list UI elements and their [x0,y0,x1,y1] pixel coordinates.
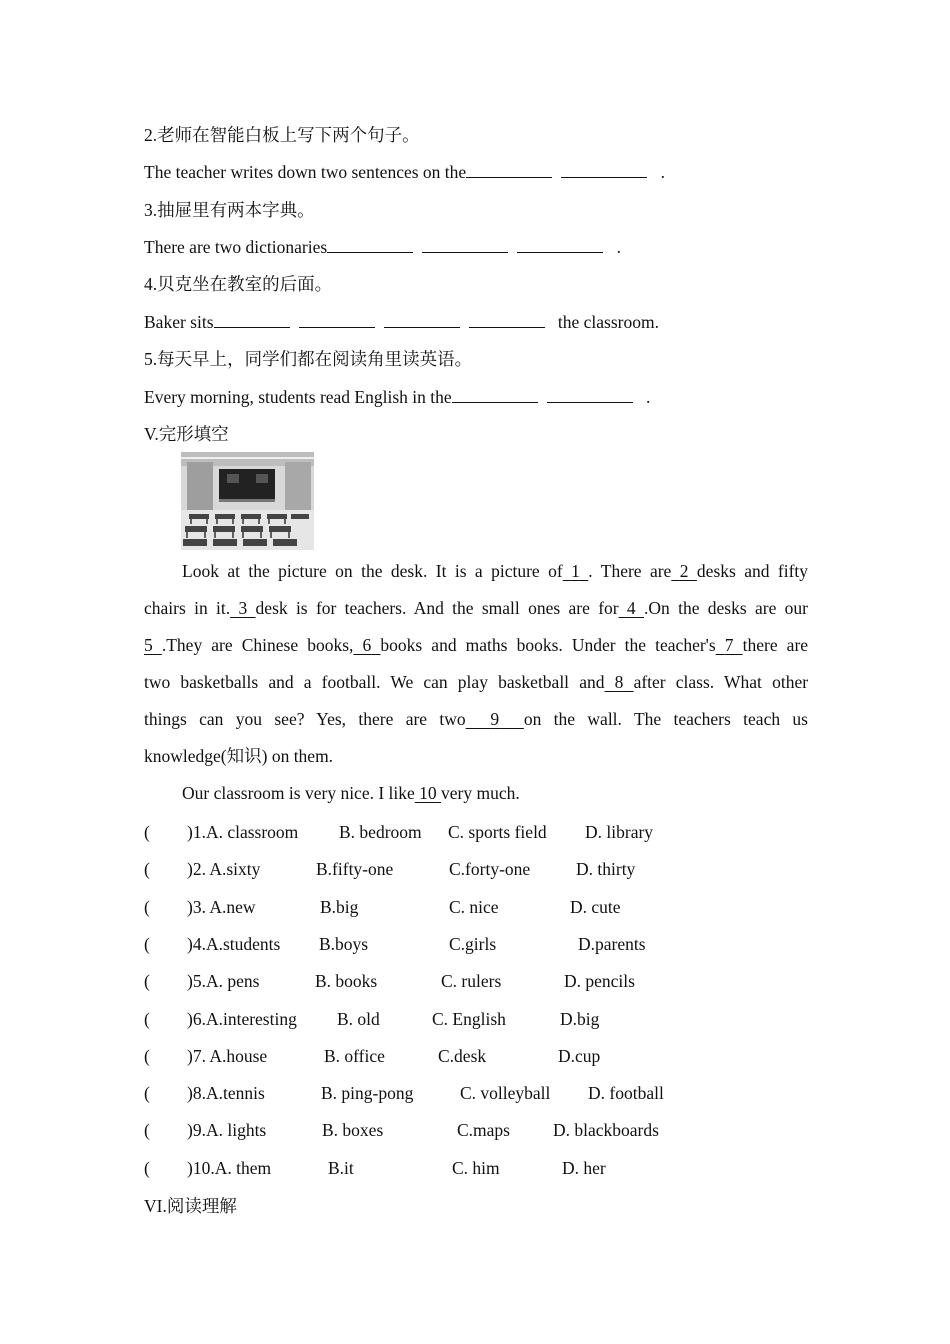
option-c: C. nice [449,896,499,917]
cloze-passage [144,560,808,804]
answer-blank[interactable] [466,161,552,178]
blank-number: 4 [626,598,636,618]
answer-paren[interactable]: ( [144,971,150,992]
passage-text: Our classroom is very nice. I like [182,783,415,803]
answer-paren[interactable]: ( [144,1008,150,1029]
option-d: D. pencils [564,971,635,992]
blank-number: 9 [490,709,500,729]
translation-5-cn: 5.每天早上，同学们都在阅读角里读英语。 [144,349,473,369]
answer-blank[interactable] [517,236,603,253]
passage-text: chairs in it. [144,598,231,618]
option-b: B.it [328,1157,354,1178]
translation-2-en [144,161,665,183]
blank-number: 7 [724,635,734,655]
passage-text: there are [742,635,809,655]
question-option-a: )5.A. pens [187,971,260,992]
passage-text: on the wall. The teachers teach us [523,709,808,729]
sentence-end: . [660,162,665,182]
answer-blank[interactable] [384,311,460,328]
option-b: B. boxes [322,1120,384,1141]
section-vi-title: VI.阅读理解 [144,1196,237,1216]
blank-number: 1 [571,561,580,581]
option-b: B.boys [319,933,369,954]
answer-paren[interactable]: ( [144,1157,150,1178]
translation-3-cn: 3.抽屉里有两本字典。 [144,200,315,220]
option-b: B. bedroom [339,822,422,842]
blank-number: 5 [144,635,153,655]
cloze-line-3 [144,634,808,656]
answer-paren[interactable]: ( [144,1045,150,1066]
option-c: C.forty-one [449,859,531,880]
answer-blank[interactable] [561,161,647,178]
blank-number: 2 [679,561,689,581]
cloze-line-1 [144,560,808,582]
answer-blank[interactable] [214,311,290,328]
translation-3-en [144,236,621,258]
answer-paren[interactable]: ( [144,1083,150,1104]
passage-text: desk is for teachers. And the small ones are for [255,598,619,618]
sentence-text: The teacher writes down two sentences on the [144,162,467,182]
option-d: D. library [585,822,654,842]
passage-text: two basketballs and a football. We can play basketball and [144,672,605,692]
option-b: B.big [320,896,359,917]
question-option-a: )9.A. lights [187,1120,267,1141]
option-b: B. books [315,971,378,992]
cloze-line-6: knowledge(知识) on them. [144,746,334,766]
option-c: C. volleyball [460,1083,551,1104]
cloze-line-5 [144,708,808,730]
passage-text: after class. What other [633,672,809,692]
question-option-a: )10.A. them [187,1157,272,1178]
sentence-text: There are two dictionaries [144,237,328,257]
translation-2-cn: 2.老师在智能白板上写下两个句子。 [144,125,420,145]
option-c: C. sports field [448,822,547,842]
passage-text: things can you see? Yes, there are two [144,709,466,729]
option-c: C.girls [449,933,497,954]
answer-blank[interactable] [299,311,375,328]
option-d: D. her [562,1157,606,1178]
option-d: D.parents [578,933,646,954]
option-c: C. him [452,1157,500,1178]
option-c: C.maps [457,1120,510,1141]
translation-4-en [144,311,659,333]
sentence-end: . [646,387,651,407]
question-option-a: )6.A.interesting [187,1008,297,1029]
passage-text: Look at the picture on the desk. It is a picture of [182,561,563,581]
sentence-end: the classroom. [557,312,659,332]
classroom-picture [181,452,314,550]
passage-text: .On the desks are our [644,598,809,618]
section-v-title: V.完形填空 [144,424,229,444]
question-option-a: )8.A.tennis [187,1083,265,1104]
translation-4-cn: 4.贝克坐在教室的后面。 [144,274,333,294]
option-b: B. old [337,1008,380,1029]
blank-number: 6 [362,635,372,655]
answer-blank[interactable] [422,236,508,253]
option-d: D.cup [558,1045,601,1066]
option-d: D. blackboards [553,1120,659,1141]
blank-number: 10 [419,783,437,803]
option-b: B. office [324,1045,385,1066]
cloze-line-4 [144,671,808,693]
sentence-text: Every morning, students read English in the [144,387,452,407]
answer-blank[interactable] [547,386,633,403]
passage-text: books and maths books. Under the teacher's [380,635,716,655]
passage-text: very much. [441,783,520,803]
translation-5-en [144,386,650,408]
passage-text: .They are Chinese books, [161,635,354,655]
question-option-a: )7. A.house [187,1045,268,1066]
answer-paren[interactable]: ( [144,859,150,880]
question-option-a: )3. A.new [187,896,256,917]
question-option-a: )1.A. classroom [187,822,299,842]
option-d: D.big [560,1008,600,1029]
option-c: C. English [432,1008,506,1029]
option-c: C.desk [438,1045,487,1066]
sentence-end: . [616,237,621,257]
option-d: D. thirty [576,859,636,880]
passage-text: desks and fifty [696,561,809,581]
blank-number: 8 [614,672,624,692]
answer-paren[interactable]: ( [144,896,150,917]
option-b: B.fifty-one [316,859,394,880]
question-option-a: )2. A.sixty [187,859,261,880]
answer-blank[interactable] [327,236,413,253]
sentence-text: Baker sits [144,312,214,332]
answer-paren[interactable]: ( [144,1120,150,1141]
option-d: D. football [588,1083,664,1104]
answer-paren[interactable]: ( [144,822,150,842]
blank-number: 3 [238,598,248,618]
option-b: B. ping-pong [321,1083,414,1104]
cloze-line-2 [144,597,808,619]
cloze-line-7 [144,782,808,804]
answer-blank[interactable] [452,386,538,403]
answer-blank[interactable] [469,311,545,328]
answer-paren[interactable]: ( [144,933,150,954]
option-d: D. cute [570,896,621,917]
question-option-a: )4.A.students [187,933,281,954]
passage-text: . There are [588,561,672,581]
option-c: C. rulers [441,971,502,992]
